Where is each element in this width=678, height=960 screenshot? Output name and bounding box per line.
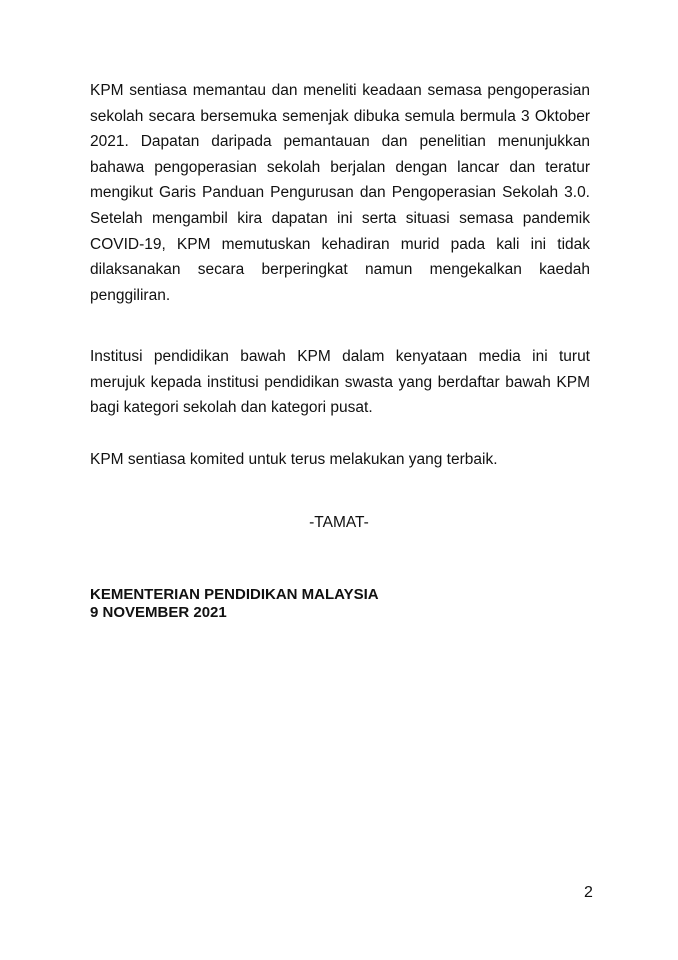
paragraph-school-operations: KPM sentiasa memantau dan meneliti keadaan semasa pengoperasian sekolah secara bersemuka semenjak dibuka semula bermula 3 Oktober 2021. Dapatan daripada pemantauan dan penelitian menunjukkan bahawa pengoperasian sekolah berjalan dengan lancar dan teratur mengikut Garis Panduan Pengurusan dan Pengoperasian Sekolah 3.0. Setelah mengambil kira dapatan ini serta situasi semasa pandemik COVID-19, KPM memutuskan kehadiran murid pada kali ini tidak dilaksanakan secara berperingkat namun mengekalkan kaedah penggiliran. (90, 82, 590, 304)
paragraph-private-institutions: Institusi pendidikan bawah KPM dalam kenyataan media ini turut merujuk kepada institusi pendidikan swasta yang berdaftar bawah KPM bagi kategori sekolah dan kategori pusat. (90, 348, 590, 417)
ministry-name: KEMENTERIAN PENDIDIKAN MALAYSIA (90, 586, 379, 603)
page-number: 2 (584, 884, 593, 901)
end-marker: -TAMAT- (309, 514, 369, 531)
paragraph-commitment: KPM sentiasa komited untuk terus melakukan yang terbaik. (90, 451, 498, 468)
release-date: 9 NOVEMBER 2021 (90, 604, 227, 621)
